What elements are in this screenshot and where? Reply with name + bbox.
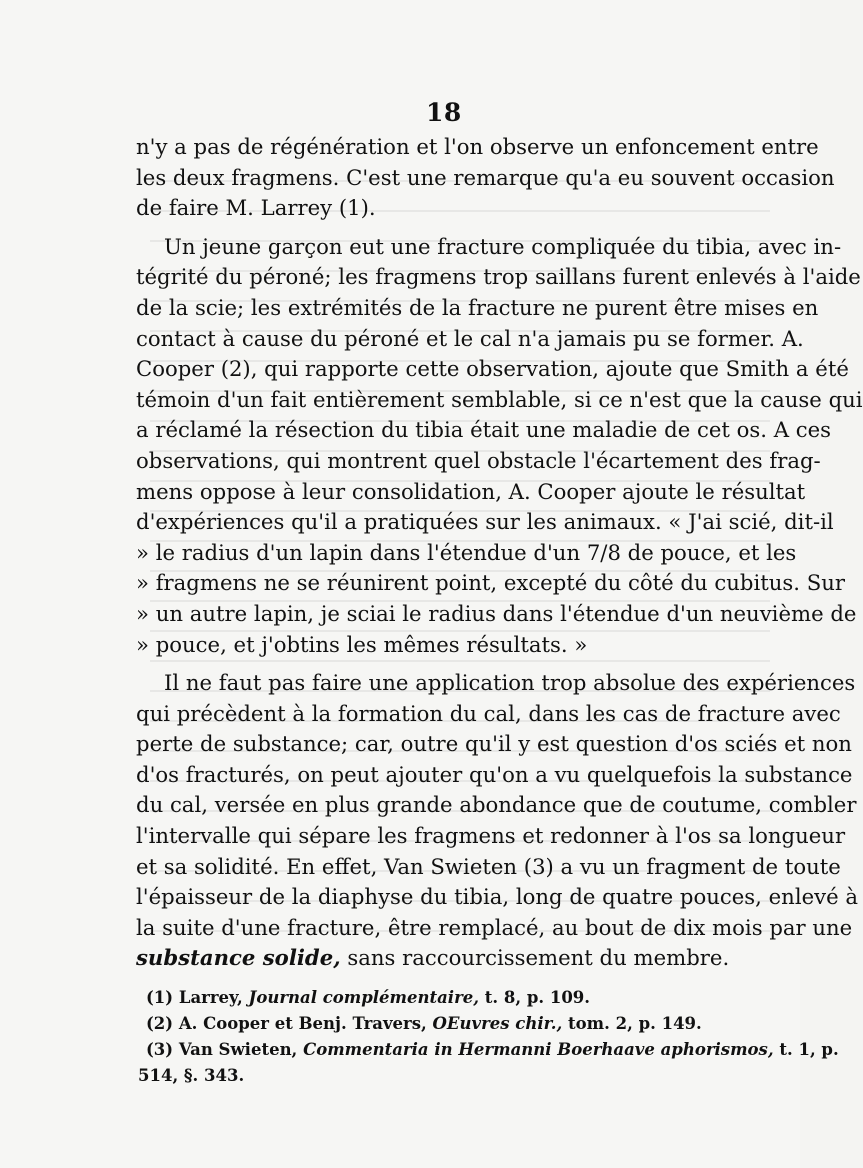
text-line: Cooper (2), qui rapporte cette observation, ajoute que Smith a été: [136, 356, 849, 382]
text-line: l'épaisseur de la diaphyse du tibia, long de quatre pouces, enlevé à: [136, 884, 859, 910]
text-line: observations, qui montrent quel obstacle l'écartement des frag-: [136, 447, 821, 473]
footnote-text: tom. 2, p. 149.: [562, 1014, 702, 1033]
footnote-2: [146, 1011, 782, 1037]
text-line: et sa solidité. En effet, Van Swieten (3) a vu un fragment de toute: [136, 853, 841, 879]
text-line: » un autre lapin, je sciai le radius dans l'étendue d'un neuvième de: [136, 600, 857, 626]
text-line: contact à cause du péroné et le cal n'a jamais pu se former. A.: [136, 325, 804, 351]
footnote-1: [146, 985, 782, 1011]
footnote-3: [146, 1037, 839, 1063]
text-line: » pouce, et j'obtins les mêmes résultats. »: [136, 631, 588, 657]
text-line: » fragmens ne se réunirent point, excepté du côté du cubitus. Sur: [136, 570, 846, 596]
footnote-title: Journal complémentaire,: [248, 988, 479, 1007]
text-line: qui précèdent à la formation du cal, dans les cas de fracture avec: [136, 700, 841, 726]
paragraph-3: [136, 668, 859, 974]
text-line: d'expériences qu'il a pratiquées sur les animaux. « J'ai scié, dit-il: [136, 509, 834, 535]
footnote-title: Commentaria in Hermanni Boerhaave aphorismos,: [303, 1040, 774, 1059]
text-line: témoin d'un fait entièrement semblable, si ce n'est que la cause qui: [136, 386, 863, 412]
footnote-text: t. 8, p. 109.: [479, 988, 591, 1007]
text-line: de faire M. Larrey (1).: [136, 195, 376, 221]
footnote-title: OEuvres chir.,: [432, 1014, 563, 1033]
text-line: la suite d'une fracture, être remplacé, au bout de dix mois par une: [136, 914, 853, 940]
text-line: les deux fragmens. C'est une remarque qu'a eu souvent occasion: [136, 164, 835, 190]
text-line: perte de substance; car, outre qu'il y est question d'os sciés et non: [136, 731, 852, 757]
paragraph-1: [136, 132, 835, 224]
footnote-text: (2) A. Cooper et Benj. Travers,: [146, 1014, 433, 1033]
text-line: tégrité du péroné; les fragmens trop saillans furent enlevés à l'aide: [136, 264, 861, 290]
footnote-3-continuation: 514, §. 343.: [138, 1066, 245, 1085]
text-line: a réclamé la résection du tibia était une maladie de cet os. A ces: [136, 417, 832, 443]
text-line: l'intervalle qui sépare les fragmens et redonner à l'os sa longueur: [136, 823, 846, 849]
text-line: de la scie; les extrémités de la fracture ne purent être mises en: [136, 294, 819, 320]
text-line: Un jeune garçon eut une fracture compliquée du tibia, avec in-: [164, 233, 842, 259]
text-line: mens oppose à leur consolidation, A. Cooper ajoute le résultat: [136, 478, 806, 504]
paragraph-2: [136, 232, 863, 660]
text-line: du cal, versée en plus grande abondance que de coutume, combler: [136, 792, 857, 818]
footnotes: [138, 985, 839, 1089]
text-line: [136, 943, 782, 974]
body-text: [136, 132, 863, 974]
italic-phrase: substance solide,: [136, 945, 341, 971]
text-line: » le radius d'un lapin dans l'étendue d'un 7/8 de pouce, et les: [136, 539, 797, 565]
text-line: d'os fracturés, on peut ajouter qu'on a vu quelquefois la substance: [136, 761, 853, 787]
text-line: Il ne faut pas faire une application trop absolue des expériences: [164, 670, 856, 696]
page-number: 18: [426, 98, 462, 127]
line-rest: sans raccourcissement du membre.: [340, 945, 730, 971]
footnote-text: (3) Van Swieten,: [146, 1040, 304, 1059]
text-line: n'y a pas de régénération et l'on observe un enfoncement entre: [136, 134, 819, 159]
footnote-text: (1) Larrey,: [146, 988, 249, 1007]
footnote-text: t. 1, p.: [773, 1040, 839, 1059]
